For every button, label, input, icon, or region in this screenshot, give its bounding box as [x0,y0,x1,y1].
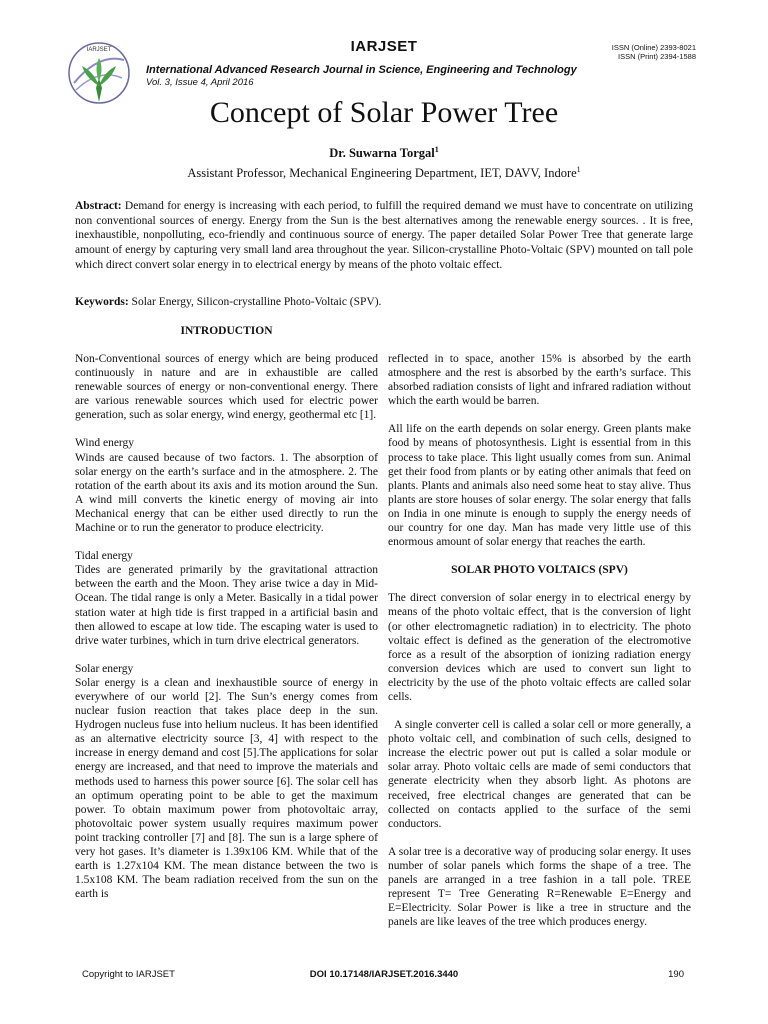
wind-energy-heading: Wind energy [75,437,135,450]
paper-title: Concept of Solar Power Tree [209,96,559,129]
affiliation: Assistant Professor, Mechanical Engineering Department, IET, DAVV, Indore [187,166,577,180]
introduction-heading: INTRODUCTION [180,325,273,337]
tidal-energy-text: Tides are generated primarily by the gravitational attraction between the earth and the Moon. They arise twice a day in Mid-Ocean. The tidal range is only a Meter. Basically in a tidal power station water at high tide is first trapped in a artificial basin and then allowed to escape at low tide. The escaping water is used to drive water turbines, which in turn drive electrical generators. [75,564,378,647]
issn-online: ISSN (Online) 2393-8021 [611,43,696,52]
logo-wordmark: IARJSET [86,47,112,53]
affiliation-line [0,166,768,181]
left-column [75,352,378,901]
keywords [75,296,693,308]
solar-energy-heading: Solar energy [75,662,134,675]
affiliation-superscript: 1 [576,164,581,174]
keywords-text: Solar Energy, Silicon-crystalline Photo-Voltaic (SPV). [128,296,382,308]
journal-full-name: International Advanced Research Journal in Science, Engineering and Technology [146,64,577,76]
volume-issue: Vol. 3, Issue 4, April 2016 [146,77,254,88]
abstract-text: Demand for energy is increasing with each period, to fulfill the required demand we must have to concentrate on utilizing non conventional sources of energy. Energy from the Sun is the best alternatives among the renewable energy sources. . It is free, inexhaustible, nonpolluting, eco-friendly and continuous source of energy. The paper detailed Solar Power Tree that generate large amount of energy by capturing very small land area throughout the year. Silicon-crystalline Photo-Voltaic (SPV) mounted on tall pole which direct convert solar energy in to electrical energy by means of the photo voltaic effect. [75,200,693,271]
tidal-energy-heading: Tidal energy [75,550,133,563]
wind-energy-text: Winds are caused because of two factors. 1. The absorption of solar energy on the earth’s surface and in the atmosphere. 2. The rotation of the earth about its axis and its motion around the Sun. A wind mill converts the kinetic energy of moving air into Mechanical energy that can be either used directly to run the Machine or to run the generator to produce electricity. [75,451,378,535]
keywords-label: Keywords: [75,296,129,308]
abstract [75,199,693,273]
intro-paragraph: Non-Conventional sources of energy which are being produced continuously in nature and are in exhaustible are called renewable sources of energy or non-conventional energy. There are various renewable sources which used for electric power generation, such as solar energy, wind energy, geothermal etc [1]. [75,353,378,422]
author-line [0,146,768,161]
radiation-paragraph: reflected in to space, another 15% is absorbed by the earth atmosphere and the rest is absorbed by the earth’s surface. This absorbed radiation consists of light and infrared radiation without which the earth would be barren. [388,353,691,408]
footer-doi: DOI 10.17148/IARJSET.2016.3440 [309,969,459,980]
author-name: Dr. Suwarna Torgal [329,146,435,160]
life-paragraph: All life on the earth depends on solar energy. Green plants make food by means of photosynthesis. Light is essential from in this process to take place. This light usually comes from sun. Animal get their food from plants or by eating other animals that feed on plants. Plants and animals also need some heat to stay alive. Thus plants are store houses of solar energy. The solar energy that falls on India in one minute is enough to supply the energy needs of our country for one day. Man has made very little use of this enormous amount of solar energy that reaches the earth. [388,423,691,549]
spv-paragraph: The direct conversion of solar energy in to electrical energy by means of the photo voltaic effect, that is the conversion of light (or other electromagnetic radiation) in to electricity. The photo voltaic effect is defined as the generation of the electromotive force as a result of the absorption of ionizing radiation energy conversion devices which are used to convert sun light to electricity by the use of the photo voltaic effects are called solar cells. [388,592,691,703]
journal-short-name: IARJSET [350,38,418,55]
abstract-label: Abstract: [75,200,122,212]
issn-print: ISSN (Print) 2394-1588 [618,52,696,61]
solar-tree-paragraph: A solar tree is a decorative way of producing solar energy. It uses number of solar panels which forms the shape of a tree. The panels are arranged in a tree fashion in a tall pole. TREE represent T= Tree Generating R=Renewable E=Energy and E=Electricity. Solar Power is like a tree in structure and the panels are like leaves of the tree which produces energy. [388,845,691,929]
issn-block [612,43,696,61]
solar-cell-paragraph: A single converter cell is called a solar cell or more generally, a photo voltaic cell, and combination of such cells, designed to increase the electric power out put is called a solar module or solar array. Photo voltaic cells are made of semi conductors that generate electricity when they absorb light. As photons are received, free electrical changes are generated that can be collected on contacts applied to the surface of the semi conductors. [388,719,691,830]
solar-energy-text: Solar energy is a clean and inexhaustible source of energy in everywhere of our world [2]. The Sun’s energy comes from nuclear fusion reaction that takes place deep in the sun. Hydrogen nucleus fuse into helium nucleus. It has been identified as an alternative electricity source [3, 4] with respect to the increase in energy demand and cost [5].The applications for solar energy are increased, and that need to improve the materials and methods used to harness this power source [6]. The solar cell has an optimum operating point to be able to get the maximum power. To obtain maximum power from photovoltaic array, photovoltaic power system usually requires maximum power point tracking controller [7] and [8]. The sun is a large sphere of very hot gases. It’s diameter is 1.39x106 KM. While that of the earth is 1.27x104 KM. The mean distance between the two is 1.5x108 KM. The beam radiation received from the sun on the earth is [75,676,378,901]
author-superscript: 1 [434,144,439,154]
spv-heading: SOLAR PHOTO VOLTAICS (SPV) [451,564,628,577]
page-number: 190 [668,969,684,980]
footer-copyright: Copyright to IARJSET [82,969,175,980]
right-column [388,352,691,929]
